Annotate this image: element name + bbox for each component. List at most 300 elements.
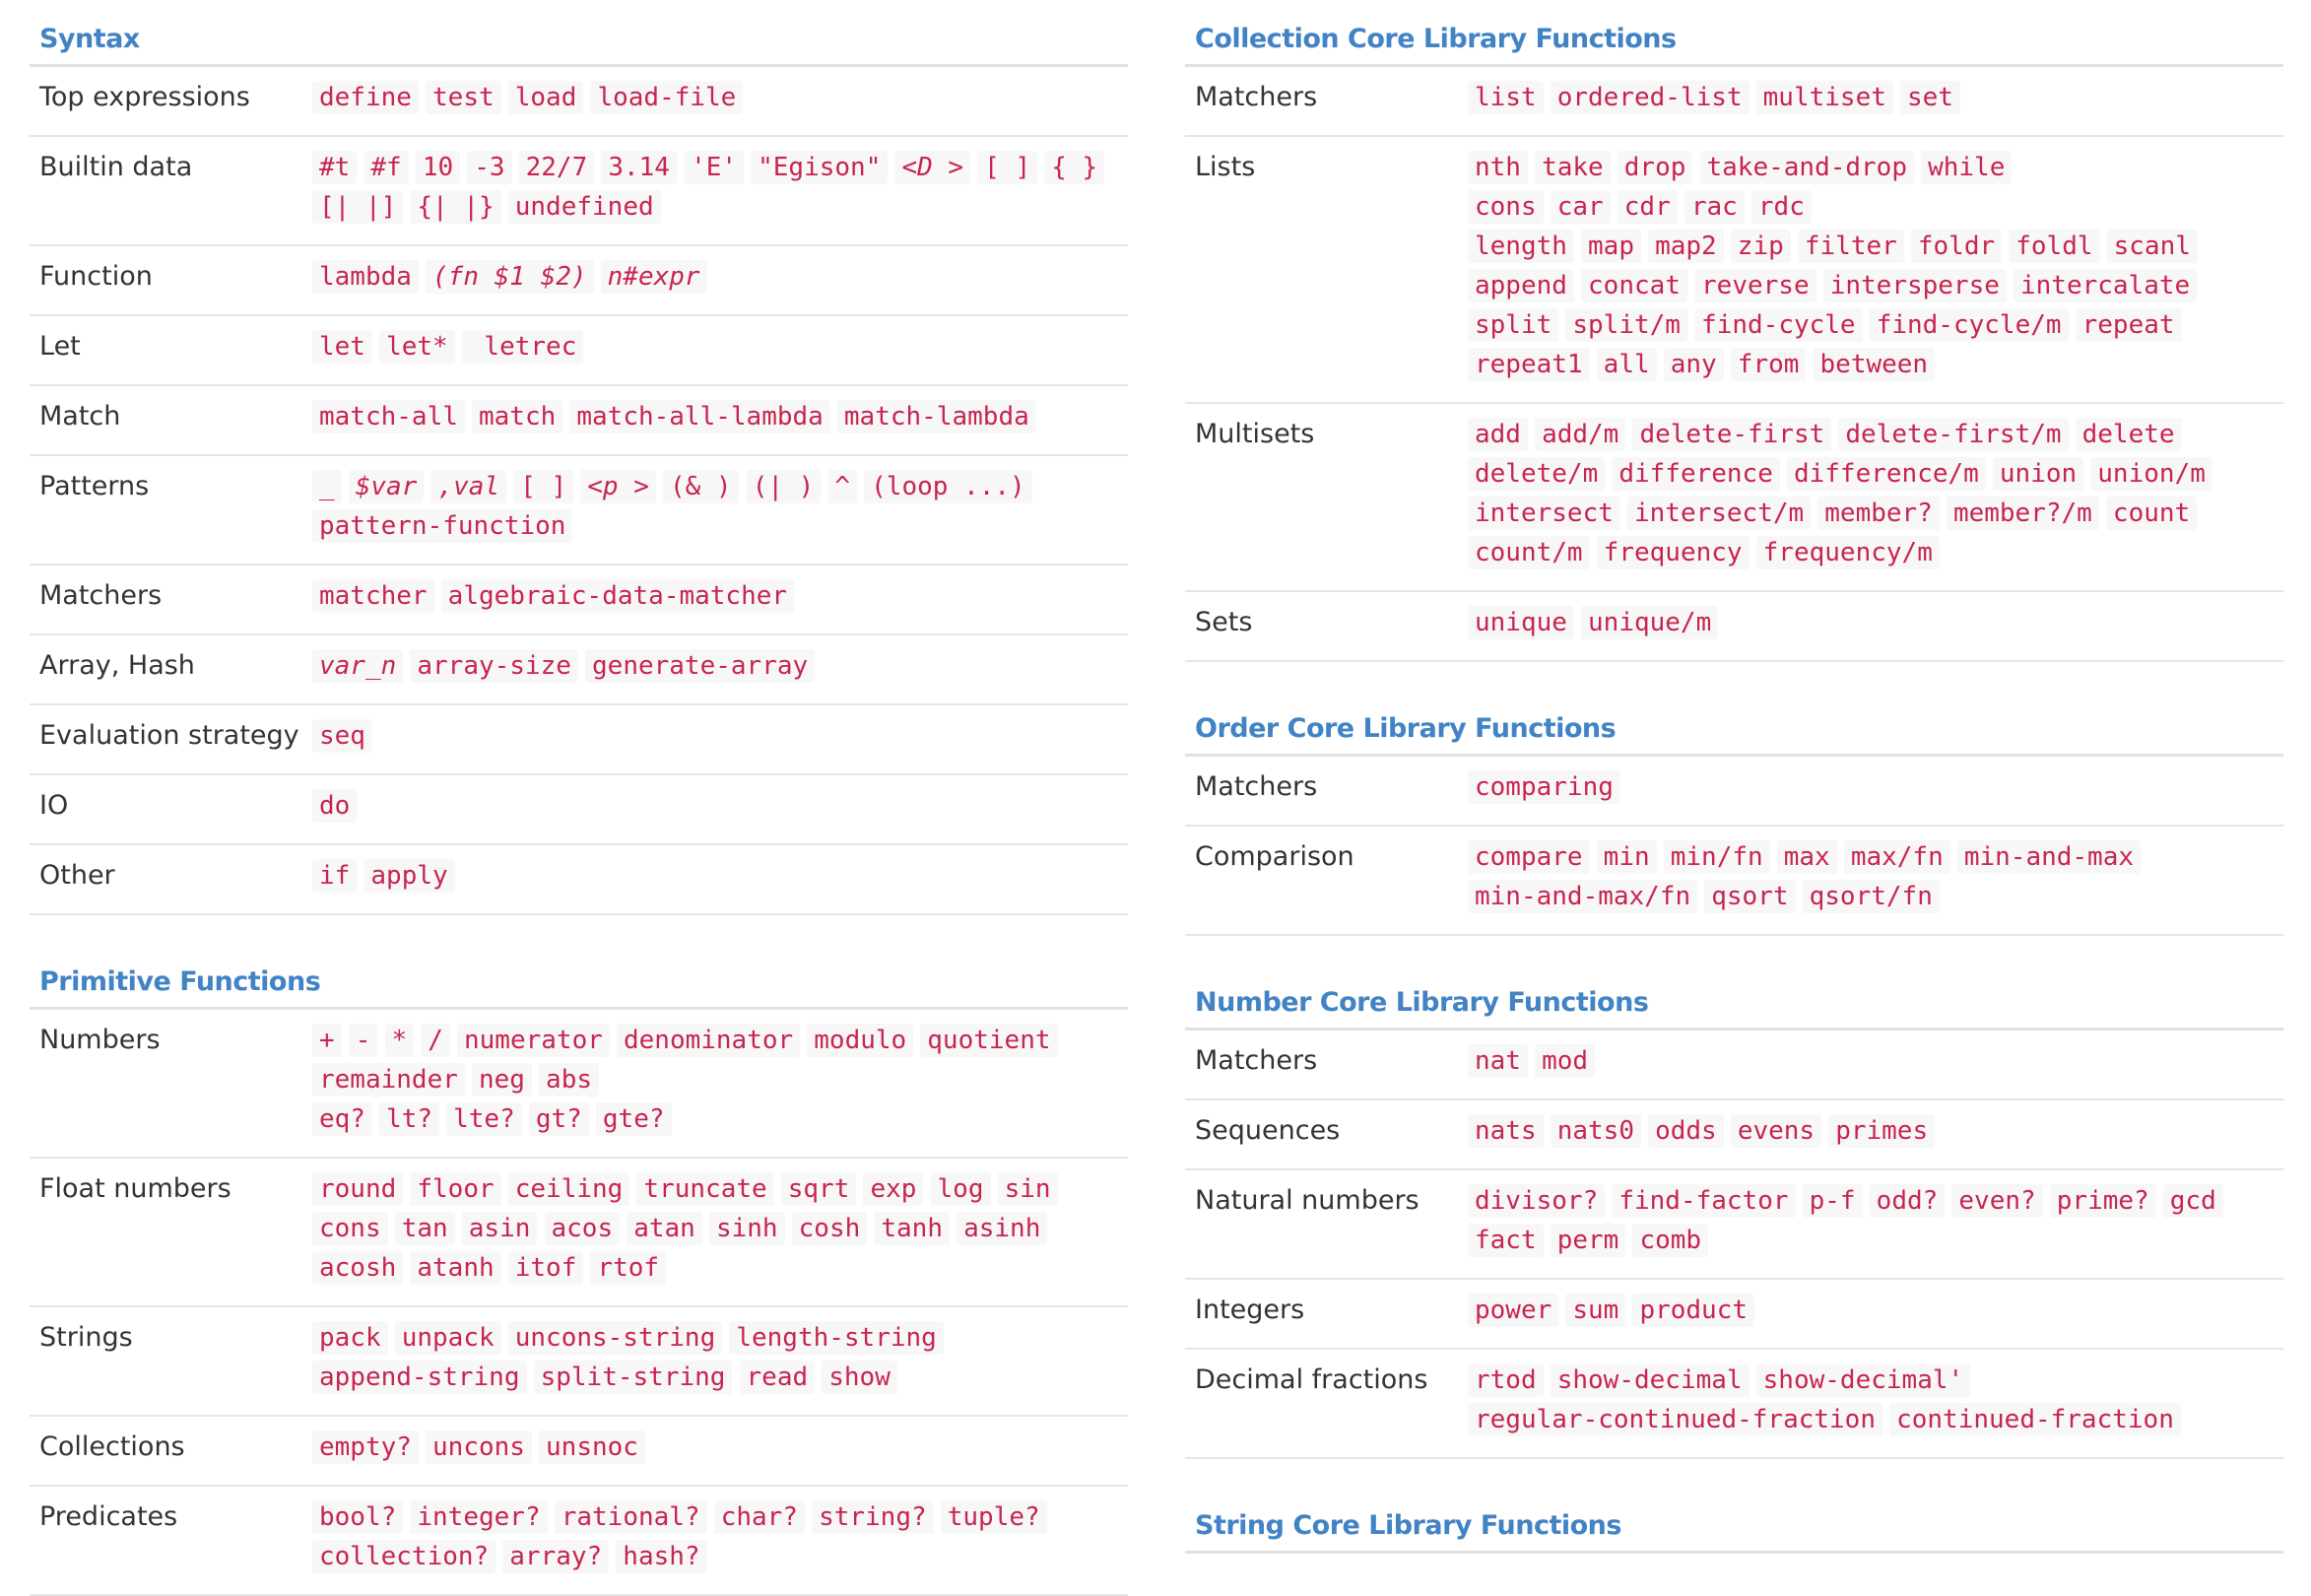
right-column xyxy=(1185,0,2283,1554)
code-token: intersect/m xyxy=(1627,497,1811,530)
code-token: eq? xyxy=(312,1102,372,1136)
row-functions xyxy=(312,455,1128,565)
code-token: exp xyxy=(863,1172,923,1206)
code-token: rtof xyxy=(590,1251,666,1285)
code-token: n#expr xyxy=(601,260,707,294)
code-token: numerator xyxy=(457,1024,610,1057)
code-token: let* xyxy=(379,330,455,364)
code-token: test xyxy=(426,81,501,114)
section-syntax xyxy=(30,0,1128,915)
row-functions xyxy=(312,315,1128,385)
table-row-sequences xyxy=(1185,1099,2283,1169)
code-token: perm xyxy=(1551,1224,1626,1257)
code-token: (fn $1 $2) xyxy=(426,260,594,294)
code-token: bool? xyxy=(312,1500,403,1534)
row-label: Array, Hash xyxy=(39,650,195,681)
code-token: #f xyxy=(363,151,408,184)
section-title: Order Core Library Functions xyxy=(1185,662,2283,757)
code-token: denominator xyxy=(617,1024,800,1057)
code-token: tanh xyxy=(874,1212,950,1245)
code-token: sum xyxy=(1565,1294,1625,1327)
code-line xyxy=(1468,190,2283,230)
code-line xyxy=(312,330,1128,369)
code-token: car xyxy=(1551,190,1611,224)
table-row-matchers xyxy=(30,565,1128,634)
function-table xyxy=(1185,1031,2283,1459)
code-token: ^ xyxy=(827,470,857,503)
code-token: delete xyxy=(2076,418,2182,451)
section-number-core-library-functions xyxy=(1185,936,2283,1459)
row-functions xyxy=(1468,136,2283,403)
code-token: read xyxy=(740,1361,816,1394)
code-token: lte? xyxy=(446,1102,522,1136)
code-token: split xyxy=(1468,308,1558,342)
row-functions xyxy=(1468,826,2283,935)
code-token: rdc xyxy=(1751,190,1812,224)
row-label: Comparison xyxy=(1195,841,1354,872)
code-line xyxy=(1468,1224,2283,1263)
section-title: Primitive Functions xyxy=(30,915,1128,1010)
code-line xyxy=(312,151,1128,190)
row-label: Matchers xyxy=(39,580,163,611)
code-token: union/m xyxy=(2090,457,2212,491)
code-line xyxy=(312,859,1128,898)
code-token: append-string xyxy=(312,1361,527,1394)
code-token: log xyxy=(931,1172,991,1206)
code-token: + xyxy=(312,1024,342,1057)
code-token: list xyxy=(1468,81,1544,114)
code-token: while xyxy=(1921,151,2012,184)
section-primitive-functions xyxy=(30,915,1128,1596)
code-line xyxy=(1468,269,2283,308)
code-token: zip xyxy=(1731,230,1791,263)
row-label: Patterns xyxy=(39,471,150,501)
code-token: multiset xyxy=(1756,81,1893,114)
code-token: intersperse xyxy=(1823,269,2007,302)
row-functions xyxy=(1468,1031,2283,1099)
code-token: primes xyxy=(1828,1114,1935,1148)
code-line xyxy=(1468,770,2283,810)
code-token: define xyxy=(312,81,419,114)
row-label: IO xyxy=(39,790,69,821)
code-token: comb xyxy=(1632,1224,1708,1257)
code-line xyxy=(312,1102,1128,1142)
code-token: gte? xyxy=(596,1102,672,1136)
code-token: nth xyxy=(1468,151,1528,184)
code-token: generate-array xyxy=(585,649,815,683)
code-line xyxy=(1468,536,2283,575)
table-row-numbers xyxy=(30,1010,1128,1158)
code-token: * xyxy=(385,1024,415,1057)
code-token: rtod xyxy=(1468,1363,1544,1397)
code-line xyxy=(312,1172,1128,1212)
code-token: #t xyxy=(312,151,357,184)
code-token: take xyxy=(1535,151,1611,184)
code-token: atan xyxy=(627,1212,702,1245)
row-label: Function xyxy=(39,261,153,292)
function-table xyxy=(30,1010,1128,1596)
code-token: cosh xyxy=(792,1212,868,1245)
table-row-array-hash xyxy=(30,634,1128,704)
code-token: lambda xyxy=(312,260,419,294)
code-line xyxy=(312,1540,1128,1579)
row-label: Matchers xyxy=(1195,771,1318,802)
row-label: Natural numbers xyxy=(1195,1185,1420,1216)
code-token: neg xyxy=(472,1063,532,1097)
code-token: add/m xyxy=(1535,418,1625,451)
row-label: Float numbers xyxy=(39,1173,231,1204)
code-token: filter xyxy=(1798,230,1904,263)
code-line xyxy=(1468,497,2283,536)
row-functions xyxy=(312,136,1128,245)
code-token: rac xyxy=(1684,190,1745,224)
row-functions xyxy=(312,634,1128,704)
code-token: count/m xyxy=(1468,536,1590,569)
row-label: Numbers xyxy=(39,1025,161,1055)
code-token: gcd xyxy=(2163,1184,2223,1218)
code-token: pattern-function xyxy=(312,509,572,543)
table-row-patterns xyxy=(30,455,1128,565)
code-token: atanh xyxy=(410,1251,500,1285)
code-token: <p > xyxy=(580,470,656,503)
code-token: sin xyxy=(998,1172,1058,1206)
code-token: comparing xyxy=(1468,770,1620,804)
code-token: find-cycle/m xyxy=(1870,308,2069,342)
code-token: between xyxy=(1814,348,1936,381)
code-token: cdr xyxy=(1618,190,1678,224)
code-token: p-f xyxy=(1803,1184,1863,1218)
code-token: matcher xyxy=(312,579,434,613)
table-row-builtin-data xyxy=(30,136,1128,245)
code-token: empty? xyxy=(312,1430,419,1464)
code-token: set xyxy=(1900,81,1960,114)
code-token: - xyxy=(349,1024,378,1057)
row-functions xyxy=(312,844,1128,914)
code-token: match-lambda xyxy=(837,400,1036,433)
row-functions xyxy=(312,385,1128,455)
table-row-decimal-fractions xyxy=(1185,1349,2283,1458)
code-token: hash? xyxy=(616,1540,706,1573)
table-row-function xyxy=(30,245,1128,315)
code-token: ceiling xyxy=(508,1172,630,1206)
code-token: concat xyxy=(1581,269,1687,302)
code-token: power xyxy=(1468,1294,1558,1327)
code-line xyxy=(312,81,1128,120)
row-label: Multisets xyxy=(1195,419,1315,449)
function-table xyxy=(1185,67,2283,662)
code-token: difference/m xyxy=(1787,457,1986,491)
code-token: {| |} xyxy=(410,190,500,224)
code-token: remainder xyxy=(312,1063,465,1097)
code-token: from xyxy=(1731,348,1807,381)
code-token: load-file xyxy=(590,81,743,114)
code-line xyxy=(1468,606,2283,645)
code-token: sqrt xyxy=(781,1172,857,1206)
code-line xyxy=(1468,880,2283,919)
table-row-matchers xyxy=(1185,757,2283,826)
code-token: (loop ...) xyxy=(864,470,1032,503)
row-functions xyxy=(312,1416,1128,1486)
code-token: $var xyxy=(349,470,425,503)
code-token: collection? xyxy=(312,1540,495,1573)
code-line xyxy=(1468,840,2283,880)
function-table xyxy=(30,67,1128,915)
code-token: match xyxy=(472,400,562,433)
row-functions xyxy=(1468,1099,2283,1169)
code-token: append xyxy=(1468,269,1574,302)
code-token: 'E' xyxy=(684,151,744,184)
table-row-predicates xyxy=(30,1486,1128,1595)
code-line xyxy=(1468,1114,2283,1154)
code-token: regular-continued-fraction xyxy=(1468,1403,1882,1436)
table-row-natural-numbers xyxy=(1185,1169,2283,1279)
code-token: divisor? xyxy=(1468,1184,1605,1218)
code-token: drop xyxy=(1618,151,1693,184)
code-token: continued-fraction xyxy=(1889,1403,2181,1436)
code-token: compare xyxy=(1468,840,1590,874)
code-token: modulo xyxy=(807,1024,913,1057)
code-line xyxy=(312,1361,1128,1400)
code-token: unique xyxy=(1468,606,1574,639)
row-label: Lists xyxy=(1195,152,1256,182)
code-token: (& ) xyxy=(663,470,739,503)
code-line xyxy=(1468,1403,2283,1442)
code-token: split/m xyxy=(1565,308,1687,342)
code-line xyxy=(1468,1044,2283,1084)
code-token: max xyxy=(1777,840,1837,874)
code-token: asinh xyxy=(957,1212,1047,1245)
code-line xyxy=(312,470,1128,509)
code-token: difference xyxy=(1612,457,1780,491)
table-row-top-expressions xyxy=(30,67,1128,136)
section-title: Syntax xyxy=(30,0,1128,67)
code-token: min xyxy=(1597,840,1657,874)
table-row-matchers xyxy=(1185,67,2283,136)
code-token: itof xyxy=(508,1251,584,1285)
row-functions xyxy=(312,774,1128,844)
code-token: show xyxy=(822,1361,897,1394)
code-token: rational? xyxy=(555,1500,707,1534)
code-token: scanl xyxy=(2107,230,2198,263)
row-label: Matchers xyxy=(1195,82,1318,112)
code-token: foldl xyxy=(2009,230,2099,263)
code-token: foldr xyxy=(1911,230,2002,263)
code-token: take-and-drop xyxy=(1700,151,1915,184)
code-token: product xyxy=(1632,1294,1754,1327)
code-token: reverse xyxy=(1694,269,1816,302)
code-token: lt? xyxy=(379,1102,439,1136)
code-token: qsort/fn xyxy=(1803,880,1940,913)
left-column xyxy=(30,0,1128,1596)
code-token: quotient xyxy=(920,1024,1057,1057)
row-label: Strings xyxy=(39,1322,133,1353)
table-row-matchers xyxy=(1185,1031,2283,1099)
section-title: String Core Library Functions xyxy=(1185,1459,2283,1554)
code-token: [ ] xyxy=(977,151,1037,184)
code-token: find-cycle xyxy=(1694,308,1863,342)
code-token: acos xyxy=(545,1212,621,1245)
code-token: [ ] xyxy=(513,470,573,503)
code-token: _ xyxy=(312,470,342,503)
code-line xyxy=(312,1500,1128,1540)
code-token: ,val xyxy=(430,470,506,503)
code-line xyxy=(312,1024,1128,1063)
code-token: length-string xyxy=(729,1321,944,1355)
section-order-core-library-functions xyxy=(1185,662,2283,936)
code-token: -3 xyxy=(467,151,511,184)
code-token: count xyxy=(2106,497,2197,530)
code-token: [| |] xyxy=(312,190,403,224)
code-token: algebraic-data-matcher xyxy=(441,579,794,613)
code-token: odds xyxy=(1648,1114,1724,1148)
table-row-let xyxy=(30,315,1128,385)
code-token: intersect xyxy=(1468,497,1620,530)
table-row-multisets xyxy=(1185,403,2283,591)
code-token: min-and-max/fn xyxy=(1468,880,1697,913)
table-row-float-numbers xyxy=(30,1158,1128,1306)
row-functions xyxy=(1468,67,2283,136)
code-token: frequency xyxy=(1597,536,1750,569)
code-token: asin xyxy=(462,1212,538,1245)
code-token: delete-first/m xyxy=(1838,418,2068,451)
section-title: Number Core Library Functions xyxy=(1185,936,2283,1031)
code-token: map xyxy=(1581,230,1641,263)
code-token: gt? xyxy=(529,1102,589,1136)
row-functions xyxy=(1468,1279,2283,1349)
code-token: split-string xyxy=(534,1361,733,1394)
code-token: undefined xyxy=(508,190,661,224)
row-label: Match xyxy=(39,401,121,432)
code-token: show-decimal' xyxy=(1756,1363,1971,1397)
row-label: Integers xyxy=(1195,1295,1305,1325)
code-token: 3.14 xyxy=(601,151,677,184)
row-label: Evaluation strategy xyxy=(39,720,299,751)
code-token: nats xyxy=(1468,1114,1544,1148)
table-row-evaluation-strategy xyxy=(30,704,1128,774)
code-token: all xyxy=(1597,348,1657,381)
code-line xyxy=(312,190,1128,230)
code-line xyxy=(1468,308,2283,348)
row-label: Collections xyxy=(39,1431,185,1462)
code-line xyxy=(312,579,1128,619)
code-token: nat xyxy=(1468,1044,1528,1078)
row-label: Matchers xyxy=(1195,1045,1318,1076)
code-token: max/fn xyxy=(1844,840,1950,874)
code-token: min/fn xyxy=(1664,840,1770,874)
code-token: frequency/m xyxy=(1756,536,1940,569)
row-label: Sets xyxy=(1195,607,1253,637)
code-line xyxy=(1468,1363,2283,1403)
row-functions xyxy=(312,704,1128,774)
code-token: repeat xyxy=(2076,308,2182,342)
code-token: fact xyxy=(1468,1224,1544,1257)
code-token: pack xyxy=(312,1321,388,1355)
code-token: array-size xyxy=(410,649,578,683)
table-row-comparison xyxy=(1185,826,2283,935)
row-label: Let xyxy=(39,331,81,362)
code-line xyxy=(312,1251,1128,1291)
code-line xyxy=(1468,81,2283,120)
code-token: letrec xyxy=(462,330,584,364)
code-token: if xyxy=(312,859,357,893)
row-functions xyxy=(1468,1349,2283,1458)
code-token: abs xyxy=(539,1063,599,1097)
code-token: qsort xyxy=(1704,880,1795,913)
code-token: array? xyxy=(502,1540,609,1573)
code-token: length xyxy=(1468,230,1574,263)
section-collection-core-library-functions xyxy=(1185,0,2283,662)
row-functions xyxy=(312,1158,1128,1306)
row-label: Top expressions xyxy=(39,82,250,112)
code-line xyxy=(312,260,1128,299)
code-token: (| ) xyxy=(746,470,822,503)
code-token: add xyxy=(1468,418,1528,451)
code-token: find-factor xyxy=(1612,1184,1795,1218)
section-string-core-library-functions xyxy=(1185,1459,2283,1554)
section-title: Collection Core Library Functions xyxy=(1185,0,2283,67)
table-row-io xyxy=(30,774,1128,844)
code-token: any xyxy=(1664,348,1724,381)
code-token: cons xyxy=(1468,190,1544,224)
code-token: intercalate xyxy=(2014,269,2197,302)
row-functions xyxy=(312,1306,1128,1416)
code-line xyxy=(312,1321,1128,1361)
code-line xyxy=(1468,1294,2283,1333)
code-token: apply xyxy=(363,859,454,893)
row-functions xyxy=(312,67,1128,136)
code-token: tan xyxy=(395,1212,455,1245)
code-line xyxy=(1468,418,2283,457)
code-line xyxy=(312,400,1128,439)
table-row-other xyxy=(30,844,1128,914)
code-token: tuple? xyxy=(941,1500,1047,1534)
code-token: evens xyxy=(1731,1114,1821,1148)
table-row-match xyxy=(30,385,1128,455)
function-table xyxy=(1185,757,2283,936)
code-token: { } xyxy=(1044,151,1104,184)
code-line xyxy=(1468,1184,2283,1224)
code-token: uncons-string xyxy=(508,1321,723,1355)
code-token: delete/m xyxy=(1468,457,1605,491)
code-token: min-and-max xyxy=(1957,840,2141,874)
code-token: var_n xyxy=(312,649,403,683)
table-row-sets xyxy=(1185,591,2283,661)
row-functions xyxy=(312,1010,1128,1158)
code-line xyxy=(1468,457,2283,497)
row-functions xyxy=(312,1486,1128,1595)
row-functions xyxy=(1468,1169,2283,1279)
row-functions xyxy=(1468,591,2283,661)
row-label: Builtin data xyxy=(39,152,193,182)
code-line xyxy=(312,509,1128,549)
table-row-integers xyxy=(1185,1279,2283,1349)
code-line xyxy=(312,789,1128,829)
code-token: even? xyxy=(1951,1184,2042,1218)
row-label: Sequences xyxy=(1195,1115,1341,1146)
code-line xyxy=(312,719,1128,759)
code-line xyxy=(312,1430,1128,1470)
code-token: cons xyxy=(312,1212,388,1245)
code-token: / xyxy=(421,1024,450,1057)
code-line xyxy=(1468,230,2283,269)
code-token: uncons xyxy=(426,1430,532,1464)
code-token: match-all-lambda xyxy=(569,400,829,433)
code-token: truncate xyxy=(636,1172,773,1206)
code-token: repeat1 xyxy=(1468,348,1590,381)
code-token: map2 xyxy=(1648,230,1724,263)
row-functions xyxy=(1468,403,2283,591)
code-token: odd? xyxy=(1870,1184,1946,1218)
